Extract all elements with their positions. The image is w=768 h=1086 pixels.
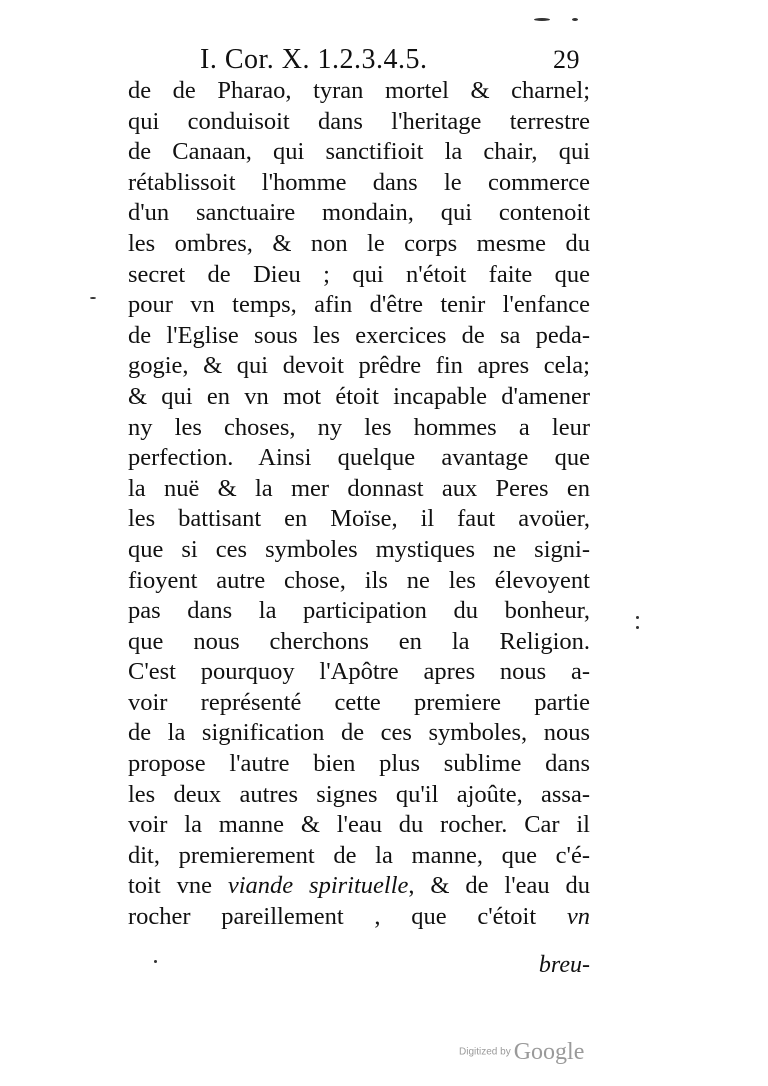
ink-speck xyxy=(534,18,550,21)
text-line-mixed xyxy=(128,871,590,902)
text-line: dit, premierement de la manne, que c'é- xyxy=(128,841,590,869)
catchword: breu- xyxy=(538,952,590,978)
text-line: la nuë & la mer donnast aux Peres en xyxy=(128,474,590,502)
text-segment: , & de l'eau du xyxy=(408,872,591,900)
text-line: ny les choses, ny les hommes a leur xyxy=(128,413,590,441)
text-line: les ombres, & non le corps mesme du xyxy=(128,229,590,257)
text-segment: rocher pareillement , que c'étoit xyxy=(128,903,567,931)
text-line: & qui en vn mot étoit incapable d'amener xyxy=(128,382,590,410)
text-segment: toit vne xyxy=(128,872,228,900)
ink-speck xyxy=(636,616,639,619)
text-line-mixed xyxy=(128,902,590,933)
digitization-watermark xyxy=(459,1032,584,1072)
text-line: que si ces symboles mystiques ne signi- xyxy=(128,535,590,563)
running-head-title: I. Cor. X. 1.2.3.4.5. xyxy=(200,44,428,75)
text-line: de de Pharao, tyran mortel & charnel; xyxy=(128,77,590,104)
text-line: pas dans la participation du bonheur, xyxy=(128,597,590,625)
text-line: voir représenté cette premiere partie xyxy=(128,688,590,716)
text-line: perfection. Ainsi quelque avantage que xyxy=(128,444,590,472)
italic-phrase: viande spirituelle xyxy=(227,872,409,900)
text-line: pour vn temps, afin d'être tenir l'enfance xyxy=(128,291,590,319)
text-line: secret de Dieu ; qui n'étoit faite que xyxy=(128,260,590,288)
ink-speck xyxy=(636,626,639,629)
text-line: de l'Eglise sous les exercices de sa peda- xyxy=(128,321,590,349)
watermark-prefix: Digitized by xyxy=(459,1046,511,1058)
text-line: gogie, & qui devoit prêdre fin apres cela; xyxy=(128,352,590,380)
ink-speck xyxy=(572,18,578,21)
text-line: fioyent autre chose, ils ne les élevoyent xyxy=(128,566,590,594)
text-line: les battisant en Moïse, il faut avoüer, xyxy=(128,505,590,533)
text-line: les deux autres signes qu'il ajoûte, assa- xyxy=(128,780,590,808)
text-line: qui conduisoit dans l'heritage terrestre xyxy=(128,107,590,135)
ink-speck xyxy=(90,297,96,299)
text-line: de Canaan, qui sanctifioit la chair, qui xyxy=(128,138,590,166)
text-line: d'un sanctuaire mondain, qui contenoit xyxy=(128,199,590,227)
text-line: propose l'autre bien plus sublime dans xyxy=(128,750,590,778)
ink-speck xyxy=(154,960,157,963)
text-line: de la signification de ces symboles, nous xyxy=(128,719,590,747)
italic-phrase: vn xyxy=(566,903,590,931)
text-line: rétablissoit l'homme dans le commerce xyxy=(128,168,590,196)
text-line: C'est pourquoy l'Apôtre apres nous a- xyxy=(128,658,590,686)
text-line: que nous cherchons en la Religion. xyxy=(128,627,590,655)
page-number: 29 xyxy=(553,45,580,74)
running-head xyxy=(200,40,580,80)
text-line: voir la manne & l'eau du rocher. Car il xyxy=(128,811,590,839)
google-logo: Google xyxy=(513,1039,585,1066)
body-text xyxy=(128,76,590,933)
